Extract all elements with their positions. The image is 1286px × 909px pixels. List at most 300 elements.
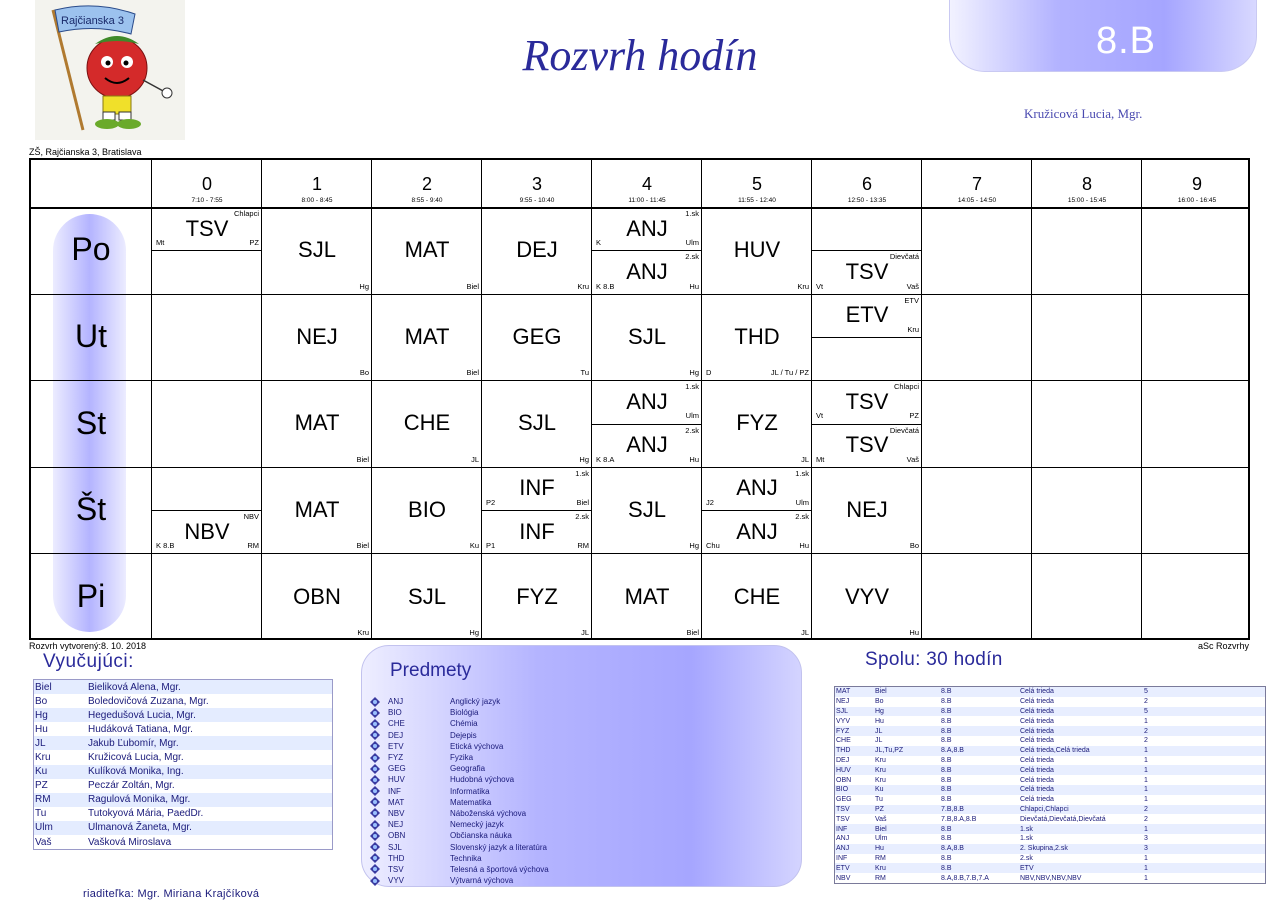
lesson-subject: CHE	[733, 583, 781, 609]
summary-row	[835, 716, 1265, 726]
teacher-row	[34, 750, 332, 764]
lesson-cell[interactable]	[262, 380, 372, 467]
summary-cell: 1	[1144, 854, 1148, 862]
summary-title: Spolu: 30 hodín	[865, 649, 1003, 670]
director-signature: riaditeľka: Mgr. Miriana Krajčíková	[83, 888, 260, 900]
subject-abbr: THD	[388, 853, 405, 863]
bullet-icon	[370, 853, 380, 863]
summary-cell: 3	[1144, 835, 1148, 843]
summary-row	[835, 707, 1265, 717]
teacher-row	[34, 708, 332, 722]
subject-fullname: Občianska náuka	[450, 831, 512, 841]
lesson-cell[interactable]	[702, 207, 812, 294]
lesson-teacher: Ulm	[685, 411, 699, 421]
summary-row	[835, 775, 1265, 785]
summary-cell: INF	[836, 825, 848, 833]
summary-cell: 8.B	[941, 835, 952, 843]
lesson-room: Vt	[816, 281, 824, 291]
summary-cell: Celá trieda	[1020, 756, 1054, 764]
lesson-cell[interactable]	[592, 207, 702, 250]
bullet-icon	[370, 753, 380, 763]
period-time: 7:10 - 7:55	[191, 197, 223, 204]
summary-cell: 8.B	[941, 756, 952, 764]
bullet-icon	[370, 708, 380, 718]
teacher-fullname: Hegedušová Lucia, Mgr.	[88, 709, 196, 721]
lesson-cell[interactable]	[702, 380, 812, 467]
subject-fullname: Etická výchova	[450, 741, 504, 751]
summary-cell: 8.B	[941, 688, 952, 696]
summary-cell: 8.B	[941, 776, 952, 784]
summary-cell: NEJ	[836, 698, 850, 706]
summary-cell: 2	[1144, 815, 1148, 823]
summary-cell: Celá trieda	[1020, 737, 1054, 745]
lesson-subject: NEJ	[296, 323, 338, 349]
subject-abbr: NEJ	[388, 820, 404, 830]
subject-row	[370, 864, 549, 875]
day-label: Po	[71, 231, 111, 268]
lesson-cell[interactable]	[592, 553, 702, 640]
period-time: 11:00 - 11:45	[628, 197, 666, 204]
lesson-group: 2.sk	[685, 425, 699, 435]
summary-row	[835, 697, 1265, 707]
summary-cell: 8.B	[941, 786, 952, 794]
period-time: 8:55 - 9:40	[411, 197, 443, 204]
lesson-cell[interactable]	[812, 294, 922, 337]
subject-fullname: Chémia	[450, 719, 478, 729]
teacher-abbr: JL	[35, 737, 46, 749]
lesson-subject: ANJ	[736, 475, 778, 501]
bullet-icon	[370, 831, 380, 841]
bullet-icon	[370, 797, 380, 807]
subject-fullname: Informatika	[450, 786, 490, 796]
lesson-group: Chlapci	[233, 209, 259, 218]
teacher-row	[34, 835, 332, 849]
summary-cell: Biel	[875, 688, 887, 696]
teacher-abbr: Vaš	[35, 836, 52, 848]
teacher-fullname: Hudáková Tatiana, Mgr.	[88, 723, 193, 735]
lesson-group: NBV	[243, 512, 259, 522]
period-number: 8	[1081, 174, 1092, 194]
lesson-cell[interactable]	[482, 380, 592, 467]
lesson-teacher: JL	[581, 627, 589, 637]
period-time: 15:00 - 15:45	[1067, 197, 1107, 204]
subject-fullname: Náboženská výchova	[450, 808, 527, 818]
summary-cell: THD	[836, 747, 851, 755]
period-time: 11:55 - 12:40	[738, 197, 776, 204]
lesson-subject: BIO	[408, 497, 446, 523]
subject-abbr: BIO	[388, 708, 402, 718]
period-header	[922, 160, 1032, 207]
day-label: Ut	[75, 317, 107, 354]
lesson-teacher: JL	[471, 454, 479, 464]
summary-cell: 2	[1144, 805, 1148, 813]
summary-cell: CHE	[836, 737, 851, 745]
lesson-subject: ANJ	[626, 388, 668, 414]
lesson-cell[interactable]	[482, 207, 592, 294]
group-divider	[812, 337, 922, 338]
lesson-cell[interactable]	[592, 294, 702, 381]
teacher-row	[34, 722, 332, 736]
period-header	[372, 160, 482, 207]
lesson-cell[interactable]	[372, 207, 482, 294]
lesson-subject: MAT	[624, 583, 670, 609]
teacher-abbr: Ulm	[35, 822, 53, 834]
summary-cell: Hu	[875, 717, 884, 725]
summary-cell: 2	[1144, 698, 1148, 706]
period-header	[1032, 160, 1142, 207]
subject-row	[370, 730, 549, 741]
summary-cell: 5	[1144, 707, 1148, 715]
teacher-fullname: Ulmanová Žaneta, Mgr.	[88, 822, 192, 834]
subject-fullname: Biológia	[450, 708, 479, 718]
lesson-room: K 8.B	[596, 281, 615, 291]
lesson-subject: FYZ	[736, 410, 778, 436]
lesson-cell[interactable]	[372, 294, 482, 381]
lesson-room: Vt	[816, 411, 824, 421]
bullet-icon	[370, 864, 380, 874]
lesson-room: P2	[486, 498, 496, 508]
lesson-cell[interactable]	[372, 467, 482, 554]
summary-cell: 8.B	[941, 766, 952, 774]
summary-cell: Vaš	[875, 815, 887, 823]
day-label: St	[75, 404, 107, 441]
lesson-teacher: Vaš	[906, 454, 919, 464]
teacher-abbr: Biel	[35, 681, 52, 693]
summary-cell: Ulm	[875, 835, 888, 843]
summary-cell: MAT	[836, 688, 851, 696]
lesson-teacher: Tu	[580, 368, 589, 378]
lesson-cell[interactable]	[702, 467, 812, 510]
lesson-teacher: PZ	[249, 238, 259, 248]
class-teacher: Kružicová Lucia, Mgr.	[1024, 106, 1143, 121]
subject-fullname: Telesná a športová výchova	[450, 864, 549, 874]
period-header	[592, 160, 702, 207]
lesson-subject: SJL	[628, 497, 666, 523]
subject-fullname: Dejepis	[450, 730, 477, 740]
lesson-subject: MAT	[294, 410, 340, 436]
summary-cell: 1	[1144, 756, 1148, 764]
lesson-subject: INF	[519, 475, 555, 501]
summary-cell: RM	[875, 854, 886, 862]
bullet-icon	[370, 764, 380, 774]
summary-row	[835, 687, 1265, 697]
summary-row	[835, 795, 1265, 805]
lesson-group: Chlapci	[893, 382, 919, 392]
period-number: 6	[861, 174, 872, 194]
lesson-subject: DEJ	[516, 237, 558, 263]
summary-cell: OBN	[836, 776, 852, 784]
summary-cell: BIO	[836, 786, 849, 794]
summary-row	[835, 756, 1265, 766]
lesson-teacher: Biel	[686, 627, 699, 637]
bullet-icon	[370, 876, 380, 886]
summary-cell: Celá trieda	[1020, 698, 1054, 706]
lesson-room: D	[706, 368, 712, 378]
day-label: Št	[75, 491, 107, 528]
summary-cell: 8.A,8.B	[941, 845, 964, 853]
lesson-cell[interactable]	[482, 553, 592, 640]
lesson-subject: GEG	[512, 323, 562, 349]
lesson-subject: ETV	[845, 302, 889, 328]
lesson-teacher: Hg	[579, 454, 589, 464]
summary-cell: 8.B	[941, 727, 952, 735]
lesson-cell[interactable]	[262, 553, 372, 640]
school-name: ZŠ, Rajčianska 3, Bratislava	[29, 147, 142, 157]
lesson-teacher: Kru	[797, 281, 809, 291]
summary-cell: NBV,NBV,NBV,NBV	[1020, 874, 1082, 882]
lesson-teacher: Bo	[909, 541, 919, 551]
summary-cell: RM	[875, 874, 886, 882]
summary-cell: 5	[1144, 688, 1148, 696]
column-divider	[1031, 160, 1032, 638]
lesson-group: 1.sk	[575, 468, 589, 478]
period-time: 8:00 - 8:45	[301, 197, 333, 204]
lesson-room: P1	[486, 541, 496, 551]
summary-cell: 1	[1144, 747, 1148, 755]
teacher-abbr: Hu	[35, 723, 48, 735]
summary-cell: 1.sk	[1020, 835, 1033, 843]
lesson-cell[interactable]	[482, 294, 592, 381]
lesson-cell[interactable]	[152, 510, 262, 553]
summary-cell: 8.B	[941, 717, 952, 725]
teacher-row	[34, 807, 332, 821]
summary-cell: Celá trieda	[1020, 717, 1054, 725]
summary-cell: 8.A,8.B	[941, 747, 964, 755]
lesson-subject: ANJ	[626, 215, 668, 241]
summary-cell: JL,Tu,PZ	[875, 747, 904, 755]
teacher-abbr: PZ	[35, 780, 48, 792]
lesson-teacher: RM	[247, 541, 259, 551]
lesson-cell[interactable]	[812, 380, 922, 423]
lesson-subject: MAT	[404, 323, 450, 349]
lesson-cell[interactable]	[812, 467, 922, 554]
subject-row	[370, 808, 549, 819]
software-credit: aSc Rozvrhy	[1197, 641, 1249, 651]
subject-abbr: FYZ	[388, 753, 404, 763]
lesson-room: J2	[706, 498, 714, 508]
teacher-fullname: Boledovičová Zuzana, Mgr.	[88, 695, 209, 707]
summary-cell: Celá trieda	[1020, 776, 1054, 784]
lesson-cell[interactable]	[372, 380, 482, 467]
lesson-subject: HUV	[733, 237, 781, 263]
summary-cell: 1	[1144, 776, 1148, 784]
lesson-cell[interactable]	[482, 467, 592, 510]
class-name: 8.B	[1095, 20, 1156, 62]
lesson-subject: CHE	[403, 410, 451, 436]
lesson-subject: SJL	[628, 323, 666, 349]
summary-row	[835, 814, 1265, 824]
summary-row	[835, 824, 1265, 834]
summary-cell: ETV	[836, 864, 850, 872]
lesson-subject: INF	[519, 518, 555, 544]
lesson-room: Mt	[156, 238, 165, 248]
summary-cell: 2.sk	[1020, 854, 1033, 862]
lesson-subject: MAT	[404, 237, 450, 263]
summary-row	[835, 854, 1265, 864]
summary-cell: 8.B	[941, 854, 952, 862]
summary-cell: Celá trieda	[1020, 766, 1054, 774]
lesson-subject: THD	[734, 323, 780, 349]
lesson-cell[interactable]	[812, 250, 922, 293]
class-badge	[949, 0, 1257, 72]
lesson-teacher: Hg	[359, 281, 369, 291]
bullet-icon	[370, 820, 380, 830]
lesson-teacher: Ulm	[795, 498, 809, 508]
period-header	[262, 160, 372, 207]
period-time: 9:55 - 10:40	[519, 197, 555, 204]
teacher-abbr: Tu	[35, 808, 47, 820]
subject-fullname: Technika	[450, 853, 482, 863]
subject-row	[370, 786, 549, 797]
subject-abbr: CHE	[388, 719, 405, 729]
lesson-cell[interactable]	[262, 294, 372, 381]
lesson-cell[interactable]	[592, 467, 702, 554]
lesson-subject: FYZ	[516, 583, 558, 609]
subject-row	[370, 696, 549, 707]
teacher-fullname: Tutokyová Mária, PaedDr.	[88, 808, 204, 820]
lesson-room: K 8.A	[596, 454, 615, 464]
summary-cell: Celá trieda,Celá trieda	[1020, 747, 1090, 755]
summary-cell: Celá trieda	[1020, 688, 1054, 696]
lesson-subject: TSV	[845, 388, 889, 414]
summary-cell: 1.sk	[1020, 825, 1033, 833]
lesson-teacher: Hg	[689, 541, 699, 551]
lesson-teacher: Kru	[357, 627, 369, 637]
summary-cell: Bo	[875, 698, 884, 706]
subject-abbr: DEJ	[388, 730, 404, 740]
period-time: 14:05 - 14:50	[957, 197, 997, 204]
subject-abbr: MAT	[388, 797, 405, 807]
summary-cell: Chlapci,Chlapci	[1020, 805, 1069, 813]
lesson-cell[interactable]	[592, 380, 702, 423]
summary-cell: 1	[1144, 717, 1148, 725]
lesson-cell[interactable]	[702, 294, 812, 381]
created-date: Rozvrh vytvorený:8. 10. 2018	[29, 641, 147, 651]
lesson-cell[interactable]	[152, 207, 262, 250]
lesson-cell[interactable]	[262, 467, 372, 554]
summary-cell: 8.A,8.B,7.B,7.A	[941, 874, 989, 882]
summary-cell: Celá trieda	[1020, 796, 1054, 804]
subject-fullname: Matematika	[450, 797, 492, 807]
bullet-icon	[370, 842, 380, 852]
lesson-group: Dievčatá	[889, 252, 919, 262]
summary-cell: SJL	[836, 707, 849, 715]
lesson-cell[interactable]	[262, 207, 372, 294]
summary-cell: 1	[1144, 786, 1148, 794]
lesson-cell[interactable]	[592, 424, 702, 467]
summary-cell: 1	[1144, 796, 1148, 804]
summary-cell: Kru	[875, 864, 886, 872]
period-number: 0	[201, 174, 212, 194]
lesson-teacher: Biel	[356, 454, 369, 464]
summary-cell: 8.B	[941, 737, 952, 745]
lesson-room: K	[596, 238, 602, 248]
subject-row	[370, 797, 549, 808]
subject-fullname: Anglický jazyk	[450, 697, 501, 707]
subject-fullname: Hudobná výchova	[450, 775, 515, 785]
summary-cell: ANJ	[836, 835, 850, 843]
summary-row	[835, 736, 1265, 746]
subject-fullname: Fyzika	[450, 753, 474, 763]
summary-cell: 1	[1144, 864, 1148, 872]
subject-row	[370, 763, 549, 774]
lesson-teacher: Hg	[689, 368, 699, 378]
summary-cell: GEG	[836, 796, 852, 804]
subject-row	[370, 853, 549, 864]
page-title: Rozvrh hodín	[522, 31, 758, 80]
summary-cell: JL	[875, 737, 883, 745]
summary-cell: Celá trieda	[1020, 727, 1054, 735]
summary-cell: TSV	[836, 815, 850, 823]
summary-cell: Dievčatá,Dievčatá,Dievčatá	[1020, 815, 1106, 823]
lesson-teacher: Hu	[689, 281, 699, 291]
period-number: 7	[971, 174, 982, 194]
timetable-grid	[29, 158, 1250, 640]
lesson-cell[interactable]	[702, 510, 812, 553]
lesson-room: K 8.B	[156, 541, 175, 551]
lesson-teacher: JL	[801, 454, 809, 464]
lesson-teacher: Hg	[469, 627, 479, 637]
summary-cell: Kru	[875, 766, 886, 774]
lesson-teacher: JL	[801, 627, 809, 637]
subject-row	[370, 707, 549, 718]
lesson-group: 2.sk	[795, 512, 809, 522]
summary-row	[835, 726, 1265, 736]
lesson-subject: NBV	[184, 518, 230, 544]
teacher-row	[34, 793, 332, 807]
lesson-subject: SJL	[408, 583, 446, 609]
teachers-list	[33, 679, 333, 850]
lesson-teacher: Biel	[466, 368, 479, 378]
lesson-teacher: Bo	[359, 368, 369, 378]
lesson-subject: VYV	[844, 583, 890, 609]
lesson-cell[interactable]	[812, 424, 922, 467]
period-number: 5	[751, 174, 762, 194]
period-time: 12:50 - 13:35	[847, 197, 887, 204]
summary-cell: 1	[1144, 874, 1148, 882]
teacher-fullname: Kulíková Monika, Ing.	[88, 766, 184, 778]
lesson-cell[interactable]	[482, 510, 592, 553]
teacher-fullname: Vašková Miroslava	[88, 836, 172, 848]
group-divider	[152, 250, 262, 251]
summary-row	[835, 805, 1265, 815]
summary-cell: NBV	[836, 874, 851, 882]
lesson-group: Dievčatá	[889, 425, 919, 435]
school-logo	[35, 0, 185, 140]
lesson-cell[interactable]	[372, 553, 482, 640]
bullet-icon	[370, 786, 380, 796]
lesson-cell[interactable]	[812, 553, 922, 640]
bullet-icon	[370, 697, 380, 707]
period-number: 3	[531, 174, 542, 194]
summary-cell: ANJ	[836, 845, 850, 853]
lesson-teacher: Hu	[799, 541, 809, 551]
teacher-abbr: Kru	[35, 752, 51, 764]
logo-lettering: Rajčianska 3	[61, 15, 124, 27]
summary-cell: Kru	[875, 756, 886, 764]
subjects-list	[370, 696, 549, 886]
subject-fullname: Geografia	[450, 764, 486, 774]
summary-cell: 3	[1144, 845, 1148, 853]
lesson-cell[interactable]	[592, 250, 702, 293]
subject-fullname: Nemecký jazyk	[450, 820, 504, 830]
lesson-teacher: Ulm	[685, 238, 699, 248]
period-header	[812, 160, 922, 207]
teachers-title: Vyučujúci:	[43, 651, 134, 672]
teacher-abbr: RM	[35, 794, 51, 806]
subject-row	[370, 718, 549, 729]
lesson-cell[interactable]	[702, 553, 812, 640]
